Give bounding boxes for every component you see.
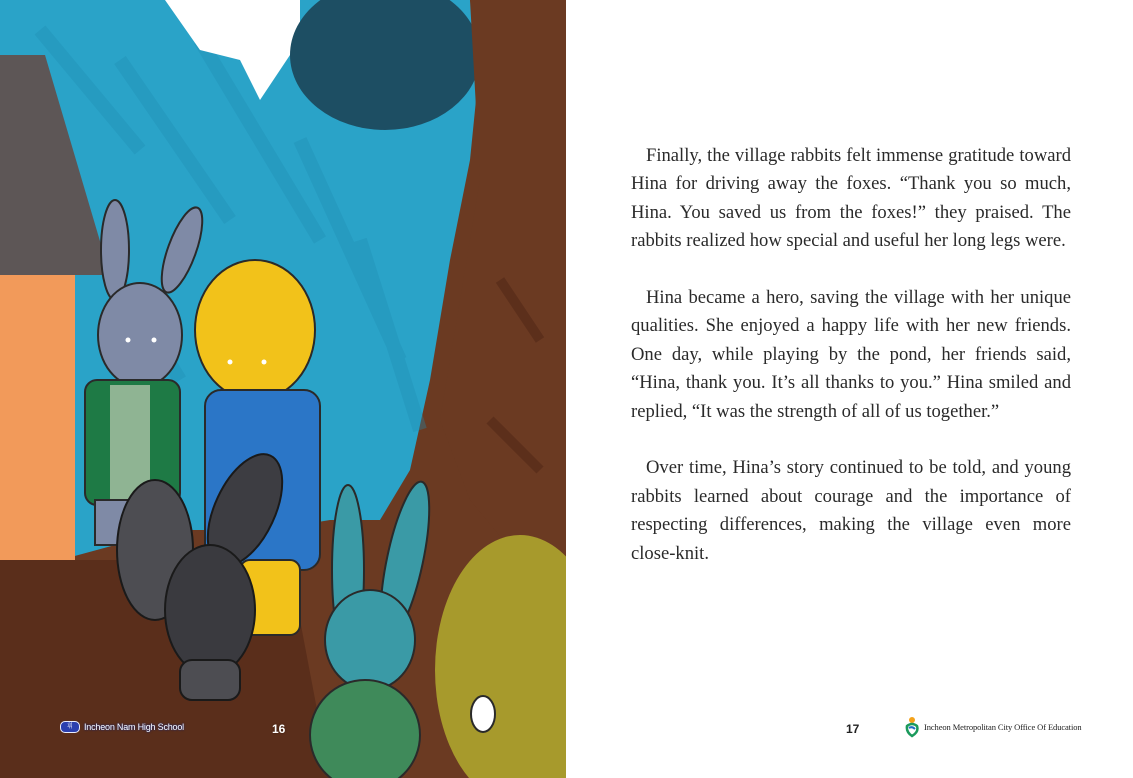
left-footer (60, 718, 184, 736)
illustration (0, 0, 566, 778)
school-name: Incheon Nam High School (84, 722, 184, 732)
page-number-right: 17 (846, 722, 860, 736)
story-text (631, 142, 1071, 596)
right-page (566, 0, 1133, 778)
school-badge: 휘 (60, 721, 80, 733)
paragraph-1: Finally, the village rabbits felt immense gratitude toward Hina for driving away the foxes. “Thank you so much, Hina. You saved us from the foxes!” they praised. The rabbits realized how special and useful her long legs were. (631, 145, 1071, 252)
paragraph-2: Hina became a hero, saving the village with her unique qualities. She enjoyed a happy life with her new friends. One day, while playing by the pond, her friends said, “Hina, thank you. It’s all thanks to you.” Hina smiled and replied, “It was the strength of all of us together.” (631, 287, 1071, 422)
paragraph-3: Over time, Hina’s story continued to be told, and young rabbits learned about courage and the importance of respecting differences, making the village even more close-knit. (631, 457, 1071, 564)
education-office-logo-icon (904, 716, 920, 738)
office-footer (904, 716, 1082, 738)
office-name: Incheon Metropolitan City Office Of Education (924, 722, 1082, 732)
left-page (0, 0, 566, 778)
page-number-left: 16 (272, 722, 286, 736)
